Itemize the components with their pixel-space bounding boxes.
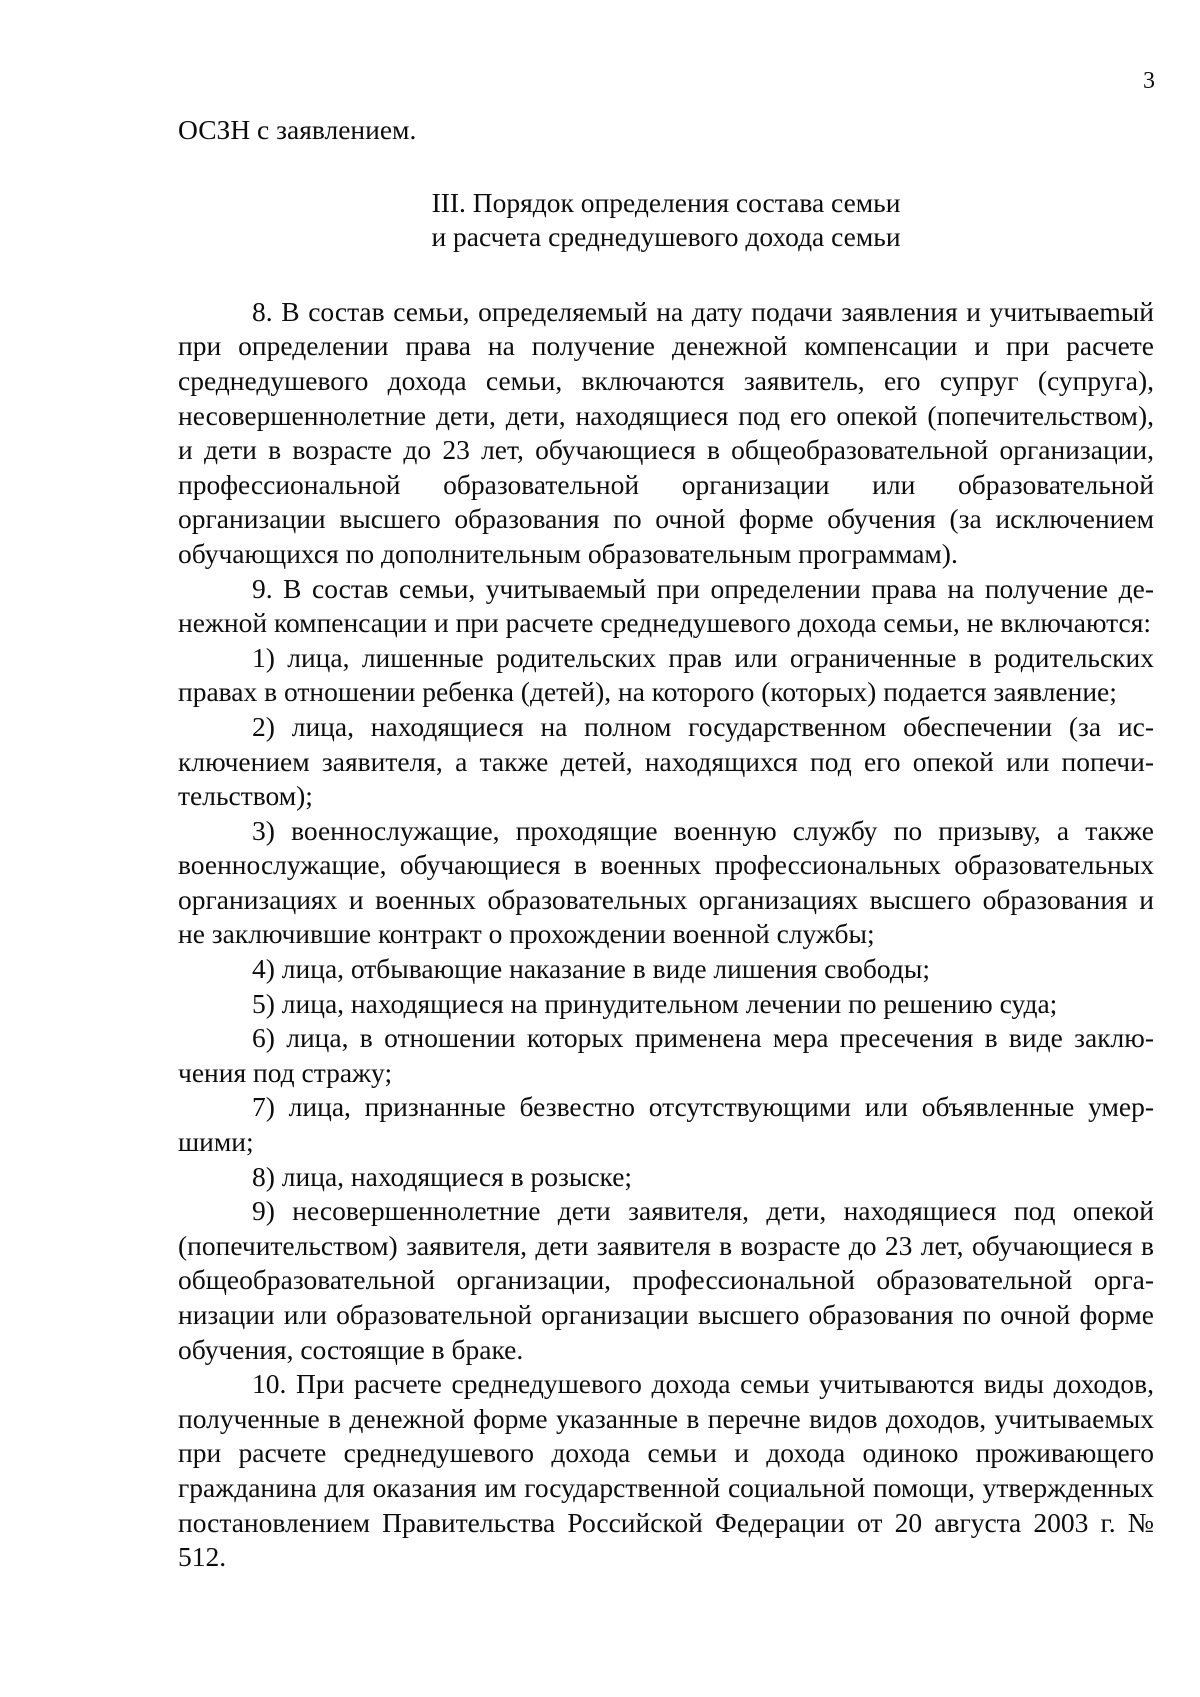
document-body (178, 113, 1154, 1575)
list-item-2: 2) лица, находящиеся на полном государственном обеспечении (за исключением заявителя, а также детей, находящихся под его опекой или попечительством); (178, 710, 1154, 812)
section-heading-line-1: III. Порядок определения состава семьи (431, 186, 901, 218)
list-item-7: 7) лица, признанные безвестно отсутствующими или объявленные умершими; (178, 1091, 1154, 1158)
paragraph-8: 8. В состав семьи, определяемый на дату подачи заявления и учитываеmый при определении права на получение денежной компенсации и при расчете среднедушевого дохода семьи, включаются заявитель, его супруг (супруга), несовершеннолетние дети, дети, находящиеся под его опекой (попечительством), и дети в возрасте до 23 лет, обучающиеся в общеобразовательной организации, профессиональной образовательной организации или образовательной организации высшего образования по очной форме обучения (за исключением обучающихся по дополнительным образовательным программам). (178, 295, 1154, 569)
section-heading-line-2: и расчета среднедушевого дохода семьи (431, 221, 901, 253)
list-item-9: 9) несовершеннолетние дети заявителя, дети, находящиеся под опекой (попечительством) заявителя, дети заявителя в возрасте до 23 лет, обучающиеся в общеобразовательной организации, профессиональной образовательной организации или образовательной организации высшего образования по очной форме обучения, состоящие в браке. (178, 1195, 1154, 1365)
paragraph-10: 10. При расчете среднедушевого дохода семьи учитываются виды доходов, полученные в денежной форме указанные в перечне видов доходов, учитываемых при расчете среднедушевого дохода семьи и дохода одиноко проживающего гражданина для оказания им государственной социальной помощи, утвержденных постановлением Правительства Российской Федерации от 20 августа 2003 г. № 512. (178, 1368, 1154, 1573)
list-item-6: 6) лица, в отношении которых применена мера пресечения в виде заключения под стражу; (178, 1022, 1154, 1088)
list-item-1: 1) лица, лишенные родительских прав или ограниченные в родительских правах в отношении ребенка (детей), на которого (которых) подается заявление; (178, 641, 1154, 708)
lead-line: ОСЗН с заявлением. (178, 114, 417, 145)
list-item-3: 3) военнослужащие, проходящие военную службу по призыву, а также военнослужащие, обучающиеся в военных профессиональных образовательных организациях и военных образовательных организациях высшего образования и не заключившие контракт о прохождении военной службы; (178, 814, 1154, 950)
paragraph-9: 9. В состав семьи, учитываемый при определении права на получение денежной компенсации и при расчете среднедушевого дохода семьи, не включаются: (178, 572, 1154, 639)
list-item-8: 8) лица, находящиеся в розыске; (252, 1160, 633, 1192)
list-item-4: 4) лица, отбывающие наказание в виде лишения свободы; (252, 953, 930, 985)
list-item-5: 5) лица, находящиеся на принудительном лечении по решению суда; (252, 987, 1058, 1019)
page-number: 3 (1143, 68, 1155, 94)
section-heading (178, 186, 1154, 255)
